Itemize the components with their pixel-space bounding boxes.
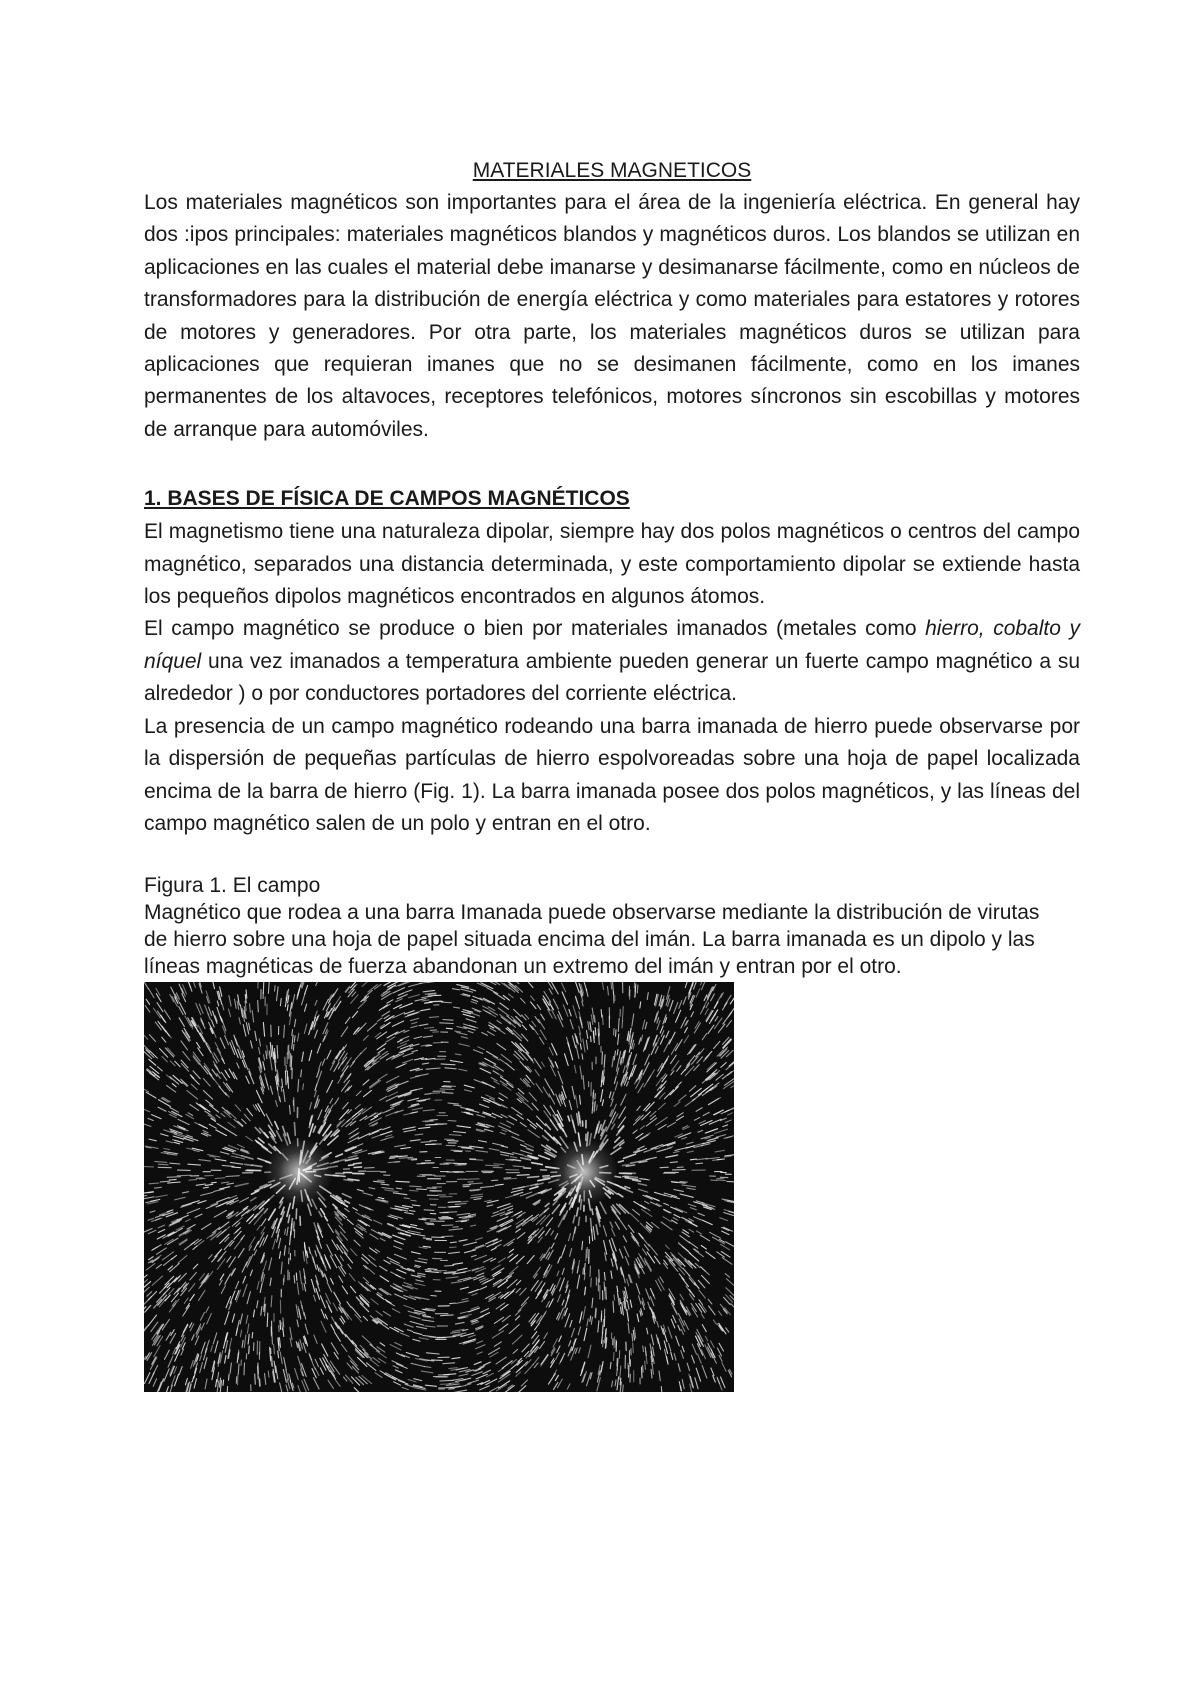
magnetic-field-image: [144, 982, 734, 1392]
section-paragraph-2: [144, 613, 1080, 710]
document-page: [144, 155, 1080, 1392]
figure-caption: [144, 872, 1080, 980]
section-paragraph-3: La presencia de un campo magnético rodeando una barra imanada de hierro puede observarse por la dispersión de pequeñas partículas de hierro espolvoreadas sobre una hoja de papel localizada encima de la barra de hierro (Fig. 1). La barra imanada posee dos polos magnéticos, y las líneas del campo magnético salen de un polo y entran en el otro.: [144, 714, 1080, 835]
paragraph-2-text-end: una vez imanados a temperatura ambiente pueden generar un fuerte campo magnético a su alrededor ) o por conductores portadores del corriente eléctrica.: [144, 649, 1080, 706]
section-paragraph-1: El magnetismo tiene una naturaleza dipolar, siempre hay dos polos magnéticos o centros del campo magnético, separados una distancia determinada, y este comportamiento dipolar se extiende hasta los pequeños dipolos magnéticos encontrados en algunos átomos.: [144, 520, 1080, 609]
figure-caption-label: Figura 1. El campo: [144, 874, 321, 898]
paragraph-2-italic-metals: hierro, cobalto y níquel: [144, 617, 1080, 673]
intro-paragraph: Los materiales magnéticos son importantes para el área de la ingeniería eléctrica. En general hay dos :ipos principales: materiales magnéticos blandos y magnéticos duros. Los blandos se utilizan en aplicaciones en las cuales el material debe imanarse y desimanarse fácilmente, como en núcleos de transformadores para la distribución de energía eléctrica y como materiales para estatores y rotores de motores y generadores. Por otra parte, los materiales magnéticos duros se utilizan para aplicaciones que requieran imanes que no se desimanen fácilmente, como en los imanes permanentes de los altavoces, receptores telefónicos, motores síncronos sin escobillas y motores de arranque para automóviles.: [144, 191, 1080, 441]
figure-caption-text: Magnético que rodea a una barra Imanada puede observarse mediante la distribución de virutas de hierro sobre una hoja de papel situada encima del imán. La barra imanada es un dipolo y las líneas magnéticas de fuerza abandonan un extremo del imán y entran por el otro.: [144, 901, 1040, 979]
document-title: MATERIALES MAGNETICOS: [472, 159, 752, 182]
paragraph-2-text-start: El campo magnético se produce o bien por materiales imanados (metales como: [144, 617, 926, 641]
iron-filings-figure: [144, 982, 734, 1392]
section-heading: 1. BASES DE FÍSICA DE CAMPOS MAGNÉTICOS: [144, 487, 630, 511]
